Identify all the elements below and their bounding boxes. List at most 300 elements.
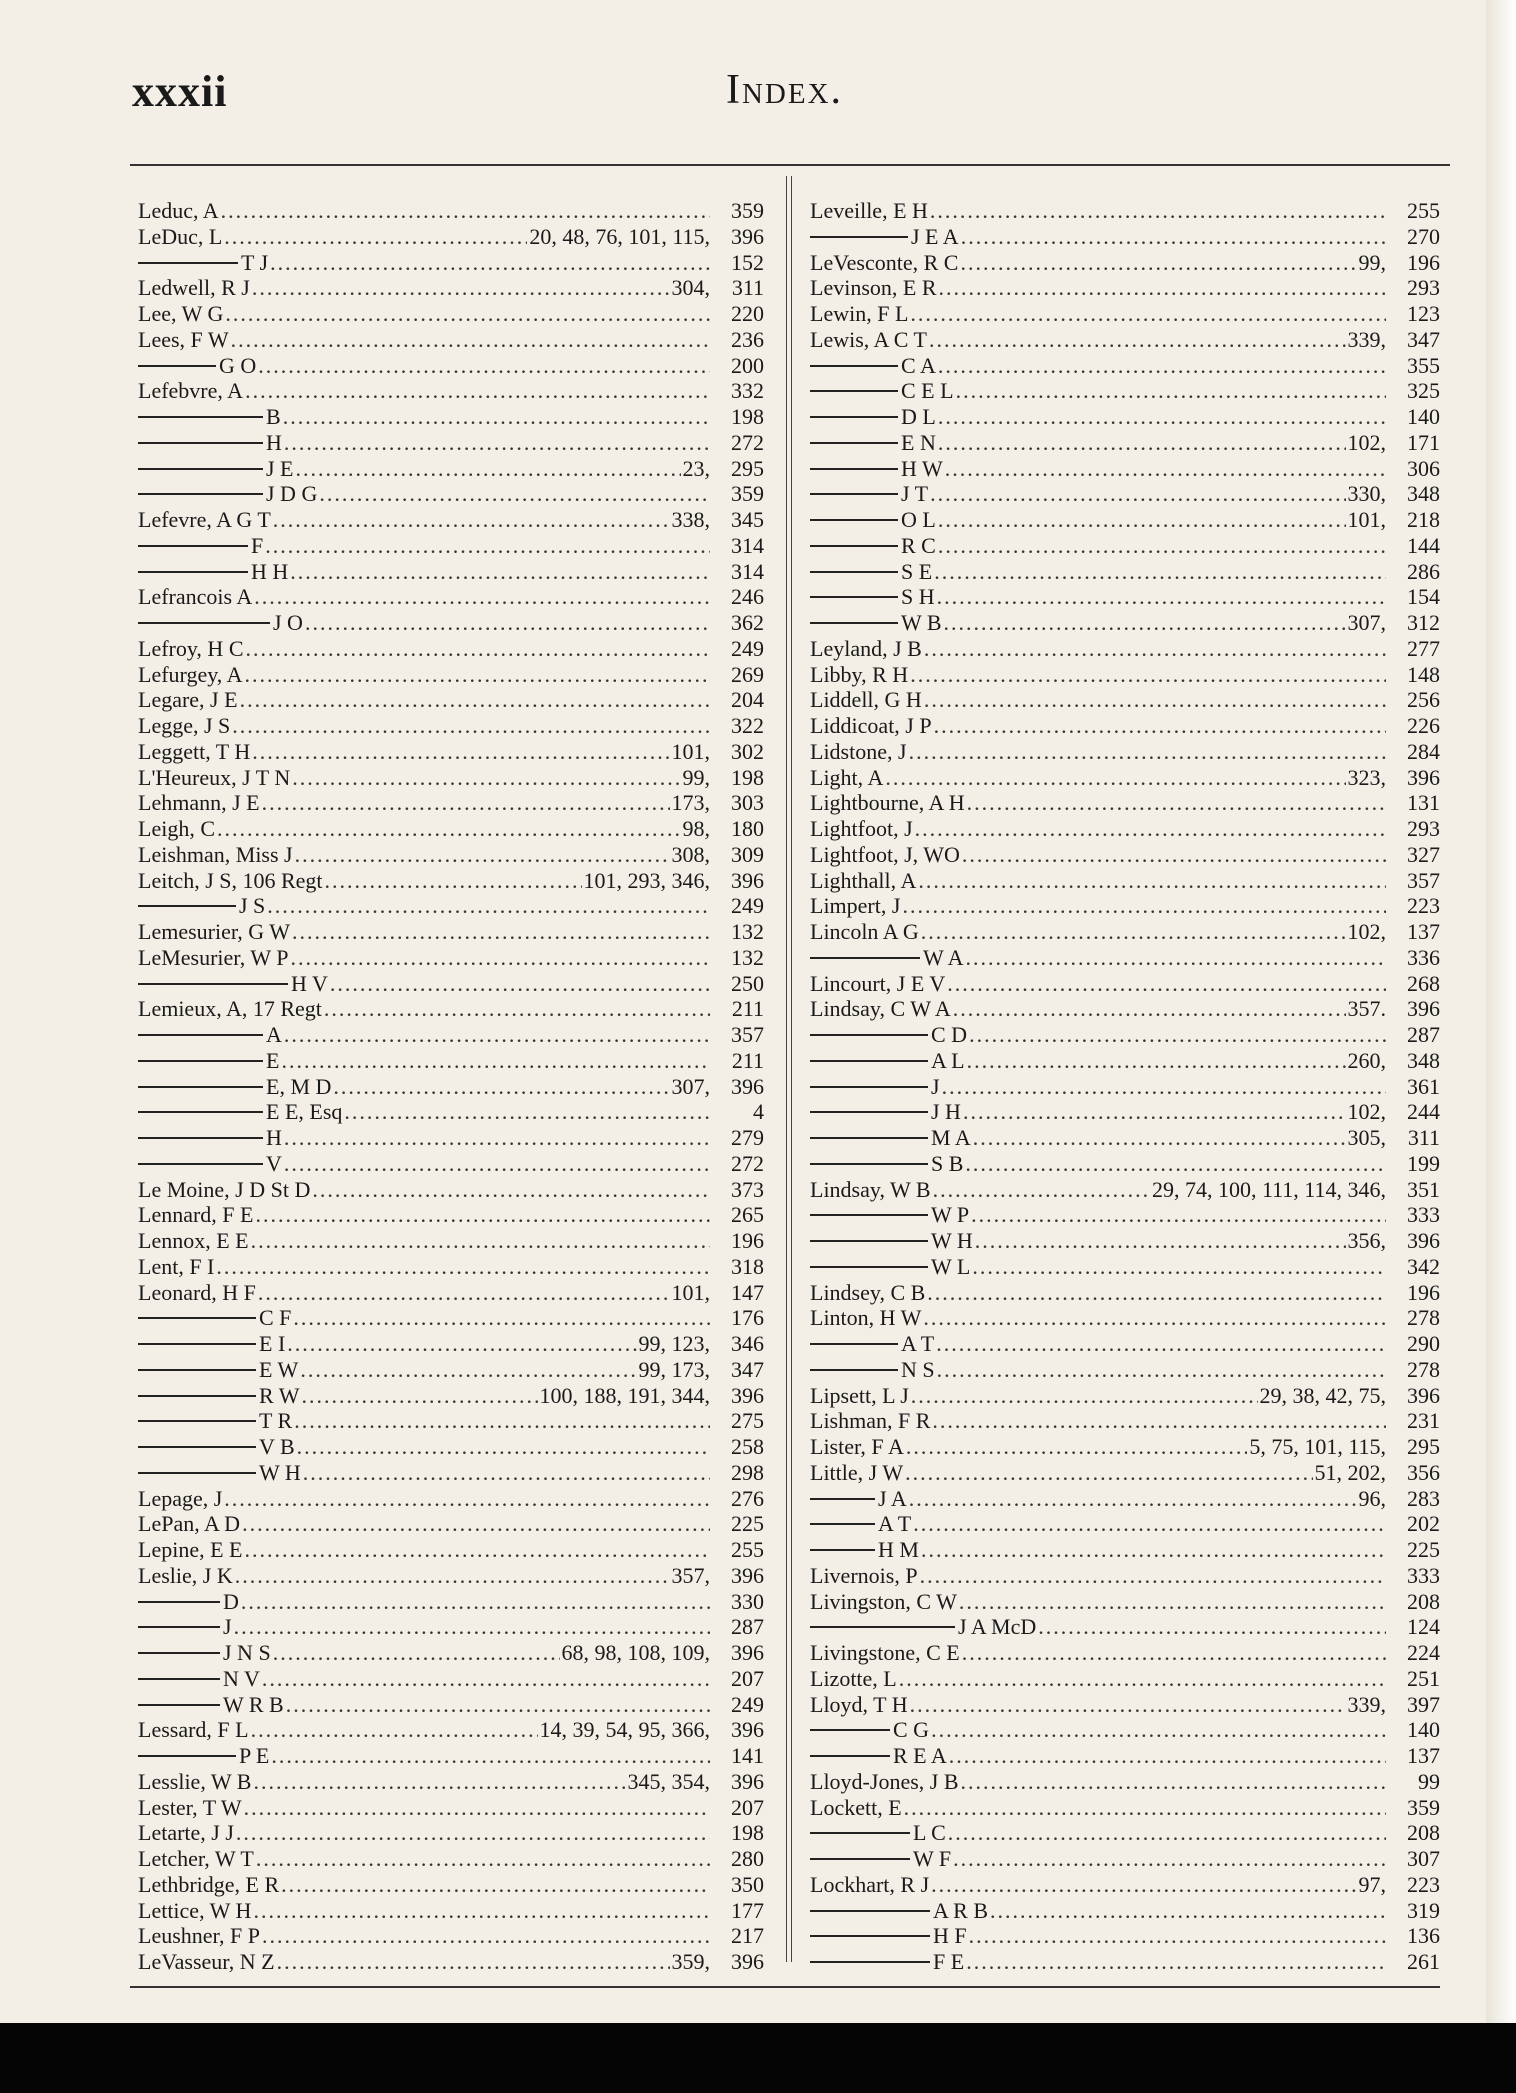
entry-page: 137 <box>1407 1743 1440 1768</box>
index-entry <box>138 868 764 894</box>
entry-page: 244 <box>1407 1099 1440 1125</box>
dot-leader <box>244 1537 710 1563</box>
entry-name: Lees, F W <box>138 326 229 352</box>
entry-page: 278 <box>1407 1356 1440 1382</box>
dot-leader <box>902 893 1386 919</box>
index-entry <box>138 1177 764 1203</box>
ditto-dash <box>810 1858 910 1860</box>
index-entry <box>138 378 764 404</box>
dot-leader <box>273 1640 560 1666</box>
dot-leader <box>934 559 1386 585</box>
entry-page: 177 <box>731 1897 764 1923</box>
ditto-dash <box>138 1034 263 1036</box>
entry-page: 312 <box>1407 610 1440 635</box>
entry-page: 224 <box>1407 1640 1440 1665</box>
index-entry <box>138 1486 764 1512</box>
entry-name: J D G <box>266 481 318 507</box>
entry-name: LeMesurier, W P <box>138 944 289 970</box>
entry-name: F <box>251 532 264 558</box>
dot-leader <box>258 353 710 379</box>
entry-page: 357 <box>731 1022 764 1047</box>
ditto-dash <box>810 416 898 418</box>
entry-refs: 99, <box>1358 249 1386 275</box>
dot-leader <box>938 533 1386 559</box>
entry-page: 303 <box>731 790 764 816</box>
entry-name: D L <box>901 404 936 429</box>
entry-refs: 339, <box>1347 1691 1386 1717</box>
entry-name: Leveille, E H <box>810 198 928 223</box>
entry-page: 397 <box>1407 1691 1440 1717</box>
ditto-dash <box>138 1137 263 1139</box>
entry-page: 342 <box>1407 1253 1440 1279</box>
index-entry <box>810 1408 1440 1434</box>
dot-leader <box>975 1228 1346 1254</box>
index-entry <box>810 1357 1440 1383</box>
entry-name: C E L <box>901 378 954 404</box>
entry-page: 283 <box>1407 1485 1440 1511</box>
entry-refs: 173, <box>671 790 710 816</box>
entry-name: Livingston, C W <box>810 1588 957 1614</box>
index-entry <box>810 1383 1440 1409</box>
entry-page: 147 <box>731 1279 764 1305</box>
entry-page: 4 <box>753 1099 764 1125</box>
dot-leader <box>271 1743 710 1769</box>
index-entry <box>810 1537 1440 1563</box>
dot-leader <box>258 1280 670 1306</box>
dot-leader <box>302 1383 538 1409</box>
entry-page: 154 <box>1407 584 1440 610</box>
entry-page: 396 <box>731 867 764 893</box>
index-entry <box>138 1640 764 1666</box>
entry-page: 141 <box>731 1743 764 1768</box>
index-entry <box>138 404 764 430</box>
ditto-dash <box>810 390 898 392</box>
dot-leader <box>303 1460 710 1486</box>
dot-leader <box>953 1846 1386 1872</box>
index-entry <box>138 1769 764 1795</box>
entry-name: E <box>266 1047 280 1073</box>
ditto-dash <box>810 1523 875 1525</box>
index-entry <box>810 584 1440 610</box>
index-entry <box>810 327 1440 353</box>
dot-leader <box>920 1563 1386 1589</box>
entry-page: 140 <box>1407 1717 1440 1743</box>
entry-name: Linton, H W <box>810 1305 922 1331</box>
dot-leader <box>910 662 1386 688</box>
entry-refs: 102, <box>1347 919 1386 944</box>
page-edge <box>1486 0 1516 2093</box>
index-entry <box>810 765 1440 791</box>
dot-leader <box>292 765 680 791</box>
entry-refs: 356, <box>1347 1228 1386 1253</box>
ditto-dash <box>810 1549 875 1551</box>
ditto-dash <box>138 1446 256 1448</box>
dot-leader <box>961 1769 1387 1795</box>
index-entry <box>810 1460 1440 1486</box>
dot-leader <box>967 1048 1346 1074</box>
entry-name: J E A <box>911 223 959 249</box>
index-entry <box>810 971 1440 997</box>
entry-name: Leggett, T H <box>138 738 251 764</box>
index-entry <box>138 893 764 919</box>
entry-name: Lipsett, L J <box>810 1382 909 1408</box>
entry-name: D <box>223 1588 239 1614</box>
entry-name: J T <box>901 481 929 507</box>
index-entry <box>810 275 1440 301</box>
index-entry <box>138 533 764 559</box>
dot-leader <box>923 1305 1386 1331</box>
index-entry <box>810 1151 1440 1177</box>
index-entry <box>138 765 764 791</box>
entry-name: W L <box>931 1253 971 1279</box>
entry-page: 255 <box>731 1537 764 1562</box>
entry-page: 211 <box>731 1047 764 1073</box>
ditto-dash <box>810 1498 875 1500</box>
index-entry <box>138 1022 764 1048</box>
ditto-dash <box>810 1832 910 1834</box>
scan-shadow <box>0 2023 1516 2093</box>
dot-leader <box>224 1486 710 1512</box>
dot-leader <box>296 456 681 482</box>
ditto-dash <box>138 1343 256 1345</box>
entry-page: 225 <box>1407 1537 1440 1562</box>
entry-page: 327 <box>1407 841 1440 867</box>
entry-refs: 359, <box>671 1949 710 1974</box>
entry-name: T J <box>241 249 269 275</box>
dot-leader <box>948 1820 1386 1846</box>
entry-refs: 51, 202, <box>1314 1459 1386 1485</box>
dot-leader <box>284 430 710 456</box>
entry-refs: 29, 74, 100, 111, 114, 346, <box>1151 1176 1386 1202</box>
ditto-dash <box>138 571 248 573</box>
dot-leader <box>931 1717 1386 1743</box>
entry-page: 208 <box>1407 1820 1440 1846</box>
ditto-dash <box>810 1137 928 1139</box>
index-entry <box>138 662 764 688</box>
index-entry <box>138 1331 764 1357</box>
index-entry <box>810 1820 1440 1846</box>
dot-leader <box>333 1074 669 1100</box>
dot-leader <box>905 1460 1312 1486</box>
index-entry <box>138 1666 764 1692</box>
entry-page: 198 <box>731 404 764 429</box>
dot-leader <box>234 1614 710 1640</box>
entry-name: C D <box>931 1022 968 1047</box>
entry-refs: 101, <box>671 1279 710 1305</box>
entry-page: 293 <box>1407 816 1440 841</box>
entry-page: 99 <box>1418 1768 1440 1794</box>
entry-page: 202 <box>1407 1511 1440 1537</box>
entry-refs: 304, <box>671 275 710 301</box>
entry-page: 396 <box>1407 996 1440 1022</box>
index-entry <box>810 1305 1440 1331</box>
entry-page: 286 <box>1407 558 1440 584</box>
index-entry <box>810 1022 1440 1048</box>
index-entry <box>138 1537 764 1563</box>
entry-refs: 345, 354, <box>627 1768 710 1794</box>
entry-page: 318 <box>731 1253 764 1279</box>
dot-leader <box>947 971 1386 997</box>
entry-page: 236 <box>731 326 764 352</box>
dot-leader <box>939 275 1387 301</box>
dot-leader <box>967 790 1386 816</box>
entry-page: 225 <box>731 1511 764 1537</box>
entry-name: Lefevre, A G T <box>138 507 271 532</box>
entry-refs: 330, <box>1347 481 1386 507</box>
dot-leader <box>966 1949 1386 1975</box>
index-entry <box>138 713 764 739</box>
entry-name: N S <box>901 1356 935 1382</box>
entry-name: Lepage, J <box>138 1485 223 1511</box>
page-title: Index. <box>726 67 844 113</box>
entry-page: 131 <box>1407 790 1440 816</box>
entry-page: 284 <box>1407 738 1440 764</box>
index-entry <box>138 481 764 507</box>
dot-leader <box>930 198 1386 224</box>
ditto-dash <box>138 1420 256 1422</box>
ditto-dash <box>138 1111 263 1113</box>
index-entry <box>138 198 764 224</box>
entry-page: 171 <box>1407 429 1440 455</box>
entry-name: Leishman, Miss J <box>138 841 293 867</box>
entry-name: E N <box>901 429 936 455</box>
ditto-dash <box>810 571 898 573</box>
index-entry <box>138 996 764 1022</box>
entry-name: Livingstone, C E <box>810 1640 960 1665</box>
dot-leader <box>244 1795 710 1821</box>
index-entry <box>810 1923 1440 1949</box>
entry-refs: 97, <box>1358 1871 1386 1897</box>
entry-name: Lemieux, A, 17 Regt <box>138 996 322 1022</box>
index-entry <box>810 404 1440 430</box>
entry-name: Lindsey, C B <box>810 1279 926 1305</box>
ditto-dash <box>138 1086 263 1088</box>
entry-name: Leduc, A <box>138 198 219 223</box>
dot-leader <box>938 430 1346 456</box>
entry-page: 198 <box>731 1820 764 1846</box>
dot-leader <box>938 404 1386 430</box>
ditto-dash <box>138 1601 220 1603</box>
entry-name: Lightfoot, J, WO <box>810 841 960 867</box>
ditto-dash <box>138 262 238 264</box>
index-entry <box>138 1254 764 1280</box>
ditto-dash <box>810 1729 890 1731</box>
index-entry <box>138 945 764 971</box>
index-entry <box>810 1434 1440 1460</box>
dot-leader <box>265 533 710 559</box>
entry-page: 176 <box>731 1305 764 1331</box>
dot-leader <box>904 1795 1386 1821</box>
dot-leader <box>934 713 1386 739</box>
entry-refs: 29, 38, 42, 75, <box>1259 1382 1386 1408</box>
entry-page: 357 <box>1407 867 1440 893</box>
entry-name: Lincoln A G <box>810 919 919 944</box>
entry-refs: 20, 48, 76, 101, 115, <box>529 223 710 249</box>
entry-name: J O <box>273 610 303 635</box>
entry-page: 302 <box>731 738 764 764</box>
entry-page: 333 <box>1407 1202 1440 1228</box>
index-entry <box>810 1640 1440 1666</box>
entry-name: Lewis, A C T <box>810 326 927 352</box>
entry-page: 208 <box>1407 1588 1440 1614</box>
index-entry <box>138 353 764 379</box>
entry-refs: 101, 293, 346, <box>583 867 710 893</box>
entry-name: Lefrancois A <box>138 584 253 610</box>
entry-refs: 98, <box>682 816 710 841</box>
dot-leader <box>927 1280 1386 1306</box>
index-entry <box>138 1099 764 1125</box>
index-entry <box>810 1280 1440 1306</box>
ditto-dash <box>810 1240 928 1242</box>
dot-leader <box>221 198 710 224</box>
index-entry <box>138 610 764 636</box>
dot-leader <box>217 816 681 842</box>
entry-page: 359 <box>1407 1794 1440 1820</box>
entry-name: Lincourt, J E V <box>810 970 946 996</box>
dot-leader <box>312 1177 710 1203</box>
index-entry <box>810 893 1440 919</box>
index-column-left <box>138 198 764 1975</box>
ditto-dash <box>810 1086 928 1088</box>
entry-refs: 102, <box>1347 1099 1386 1125</box>
index-entry <box>810 1177 1440 1203</box>
entry-page: 290 <box>1407 1331 1440 1356</box>
dot-leader <box>284 1125 710 1151</box>
entry-name: L'Heureux, J T N <box>138 764 291 790</box>
entry-name: Lethbridge, E R <box>138 1871 280 1897</box>
ditto-dash <box>810 1369 898 1371</box>
dot-leader <box>283 404 710 430</box>
entry-page: 250 <box>731 970 764 996</box>
entry-name: H <box>266 1125 282 1150</box>
index-entry <box>138 1614 764 1640</box>
entry-refs: 99, <box>682 764 710 790</box>
index-entry <box>138 1923 764 1949</box>
dot-leader <box>287 1331 636 1357</box>
entry-page: 207 <box>731 1665 764 1691</box>
dot-leader <box>281 1048 710 1074</box>
entry-name: C F <box>259 1305 292 1331</box>
entry-name: Libby, R H <box>810 661 909 687</box>
index-entry <box>138 224 764 250</box>
dot-leader <box>938 507 1346 533</box>
ditto-dash <box>138 1472 256 1474</box>
entry-refs: 357. <box>1347 996 1386 1022</box>
entry-refs: 96, <box>1358 1485 1386 1511</box>
dot-leader <box>224 224 527 250</box>
entry-page: 277 <box>1407 635 1440 661</box>
ditto-dash <box>810 1163 928 1165</box>
entry-page: 199 <box>1407 1150 1440 1176</box>
dot-leader <box>911 1383 1258 1409</box>
ditto-dash <box>810 1910 930 1912</box>
entry-name: Lennox, E E <box>138 1228 249 1253</box>
entry-name: Lister, F A <box>810 1434 904 1459</box>
index-entry <box>138 1460 764 1486</box>
index-entry <box>138 790 764 816</box>
entry-refs: 305, <box>1347 1125 1386 1150</box>
dot-leader <box>937 584 1386 610</box>
entry-name: Lindsay, C W A <box>810 996 951 1022</box>
entry-name: N V <box>223 1665 260 1691</box>
index-entry <box>138 1434 764 1460</box>
entry-name: Lettice, W H <box>138 1897 252 1923</box>
index-entry <box>138 816 764 842</box>
entry-name: J <box>931 1073 940 1099</box>
dot-leader <box>324 996 710 1022</box>
ditto-dash <box>138 1395 256 1397</box>
index-entry <box>810 1769 1440 1795</box>
entry-name: M A <box>931 1125 971 1150</box>
index-entry <box>138 1305 764 1331</box>
entry-page: 348 <box>1407 481 1440 507</box>
index-entry <box>138 1743 764 1769</box>
dot-leader <box>244 662 710 688</box>
entry-page: 272 <box>731 1150 764 1176</box>
entry-page: 152 <box>731 249 764 275</box>
entry-name: W A <box>923 944 964 970</box>
index-entry <box>810 1692 1440 1718</box>
dot-leader <box>344 1099 710 1125</box>
index-entry <box>810 996 1440 1022</box>
entry-refs: 14, 39, 54, 95, 366, <box>539 1717 710 1743</box>
entry-name: G O <box>219 352 257 378</box>
entry-name: J <box>223 1614 232 1640</box>
index-column-right <box>810 198 1440 1975</box>
entry-name: E E, Esq <box>266 1099 343 1125</box>
entry-page: 311 <box>1407 1125 1440 1150</box>
index-entry <box>810 1511 1440 1537</box>
entry-name: S E <box>901 558 933 584</box>
dot-leader <box>899 1666 1386 1692</box>
entry-page: 132 <box>731 919 764 944</box>
index-entry <box>138 507 764 533</box>
ditto-dash <box>810 365 898 367</box>
index-entry <box>138 430 764 456</box>
index-entry <box>138 1383 764 1409</box>
entry-name: A L <box>931 1047 965 1073</box>
entry-page: 336 <box>1407 944 1440 970</box>
dot-leader <box>924 636 1386 662</box>
entry-name: H W <box>901 455 943 481</box>
index-entry <box>138 1151 764 1177</box>
dot-leader <box>910 1692 1346 1718</box>
entry-name: W H <box>931 1228 973 1253</box>
dot-leader <box>962 1640 1386 1666</box>
index-entry <box>810 1743 1440 1769</box>
entry-name: S H <box>901 584 935 610</box>
entry-page: 298 <box>731 1459 764 1485</box>
ditto-dash <box>138 365 216 367</box>
ditto-dash <box>810 1626 955 1628</box>
entry-page: 124 <box>1407 1614 1440 1640</box>
dot-leader <box>252 739 669 765</box>
dot-leader <box>254 584 710 610</box>
entry-page: 217 <box>731 1923 764 1949</box>
entry-name: Letarte, J J <box>138 1820 234 1846</box>
entry-page: 270 <box>1407 223 1440 249</box>
dot-leader <box>913 1511 1386 1537</box>
index-entry <box>810 1589 1440 1615</box>
entry-name: E, M D <box>266 1073 332 1099</box>
entry-page: 196 <box>731 1228 764 1253</box>
index-entry <box>810 636 1440 662</box>
dot-leader <box>246 636 711 662</box>
dot-leader <box>235 1563 670 1589</box>
dot-leader <box>252 275 670 301</box>
entry-page: 359 <box>731 198 764 223</box>
dot-leader <box>971 1202 1386 1228</box>
